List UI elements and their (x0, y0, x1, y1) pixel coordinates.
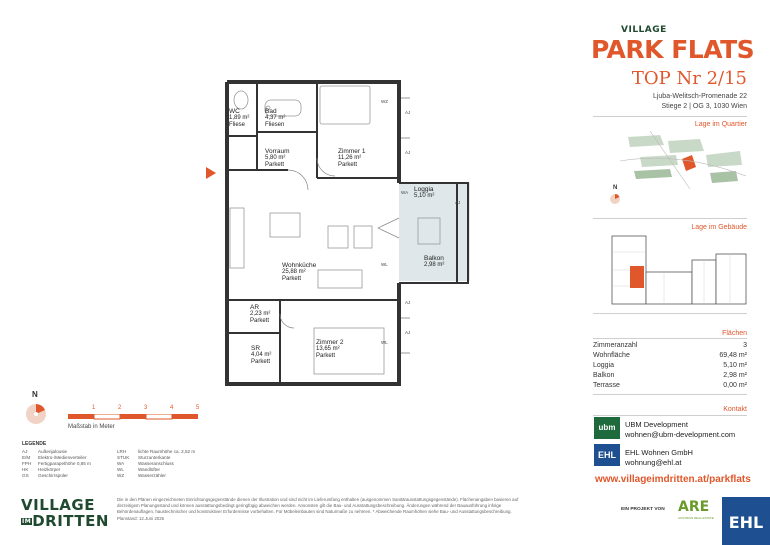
wall-tag: AJ (405, 150, 411, 155)
legend-item: GS Geschirrspüler (22, 473, 68, 478)
ehl-small-logo: EHL (594, 444, 620, 466)
address-stair: Stiege 2 | OG 3, 1030 Wien (661, 103, 747, 110)
wall-tag: AJ (405, 110, 411, 115)
building-plan-thumbnail (604, 232, 748, 308)
contact-name: EHL Wohnen GmbH (625, 448, 693, 457)
ubm-logo: ubm (594, 417, 620, 439)
contact-email[interactable]: wohnung@ehl.at (625, 458, 682, 467)
scale-bar-graphic (68, 414, 210, 420)
website-link[interactable]: www.villageimdritten.at/parkflats (595, 474, 751, 485)
divider (593, 338, 747, 339)
divider (593, 218, 747, 219)
divider (593, 116, 747, 117)
room-vorraum: Vorraum 5,80 m² Parkett (265, 148, 290, 168)
quartier-compass-icon (609, 193, 621, 205)
legend-item: WA Wasseranschluss (117, 461, 174, 466)
scale-tick: 5 (196, 405, 200, 411)
section-quartier-title: Lage im Quartier (694, 121, 747, 128)
legend-item: FPH Fertigparapethöhe 0,85 m (22, 461, 91, 466)
unit-number: TOP Nr 2/15 (631, 68, 747, 89)
compass-icon (24, 402, 48, 426)
room-loggia: Loggia 5,10 m² (414, 186, 435, 199)
legend-item: AJ Außenjalousie (22, 449, 68, 454)
scale-tick: 1 (92, 405, 96, 411)
wall-tag: WA (401, 190, 409, 195)
wall-tag: WL (381, 262, 388, 267)
village-im-dritten-logo: VILLAGE IMDRITTEN (21, 496, 109, 530)
brand-park-flats: PARK FLATS (591, 35, 755, 64)
contact-email[interactable]: wohnen@ubm-development.com (625, 430, 736, 439)
contact-name: UBM Development (625, 420, 688, 429)
brand-village: VILLAGE (621, 25, 667, 35)
section-flaechen-title: Flächen (722, 330, 747, 337)
section-kontakt-title: Kontakt (723, 406, 747, 413)
divider (593, 394, 747, 395)
legend-item: LRH lichte Raumhöhe ca. 2,52 m (117, 449, 196, 454)
room-wohnkueche: Wohnküche 25,88 m² Parkett (282, 262, 317, 282)
divider (593, 313, 747, 314)
entrance-arrow-icon (205, 166, 217, 180)
room-zimmer1: Zimmer 1 11,26 m² Parkett (338, 148, 366, 168)
address-street: Ljuba-Welitsch-Promenade 22 (652, 93, 747, 100)
legend-title: LEGENDE (22, 441, 47, 447)
are-logo-sub: AUSTRIAN REAL ESTATE (678, 516, 714, 520)
ehl-logo: EHL (722, 497, 770, 545)
scale-tick: 4 (170, 405, 174, 411)
legend-item: HK Heizkörper (22, 467, 61, 472)
wall-tag: AJ (405, 330, 411, 335)
compass-label: N (32, 390, 38, 399)
legend-item: WL Wandlüfter (117, 467, 161, 472)
legend-item: STUK Sturzunterkante (117, 455, 171, 460)
disclaimer-text: Die in den Plänen eingezeichneten Einrichtungsgegenstände dienen der Illustration und sind nicht im Lieferumfang enthalten (ausgenommen Sanitärausstattungsgegenstände). Flächenangaben basieren auf derzeitigem Planungsstand und können ausstattungsbedingt geringfügig abweichen werden. Ansonsten gilt die Bau- und Ausstattungsbeschreibung. Änderungen während der Bauausführung infolge Behördenauflagen, haustechnischer und konstruktiver Erfordernisse vorbehalten. Für Möbeleinbauten sind Naturmaße zu nehmen. * Abweichende Raumhöhen siehe Bau- und Ausstattungsbeschreibung. Planstand: 12.Juni 2025 (117, 497, 519, 521)
scale-label: Maßstab in Meter (68, 424, 115, 430)
wall-tag: WL (381, 340, 388, 345)
legend-col2 (117, 449, 195, 479)
plan-drawing (218, 78, 474, 390)
room-ar: AR 2,23 m² Parkett (250, 304, 271, 324)
quartier-compass-label: N (613, 185, 618, 191)
scale-tick: 3 (144, 405, 148, 411)
room-balkon: Balkon 2,98 m² (424, 255, 445, 268)
wall-tag: AJ (455, 200, 461, 205)
section-gebaeude-title: Lage im Gebäude (691, 224, 747, 231)
projekt-von-label: EIN PROJEKT VON (621, 507, 665, 512)
divider (593, 415, 747, 416)
room-wc: WC 1,89 m² Fliese (229, 108, 250, 128)
scale-tick: 2 (118, 405, 122, 411)
room-zimmer2: Zimmer 2 13,65 m² Parkett (316, 339, 344, 359)
legend-col1 (22, 449, 91, 479)
wall-tag: AJ (405, 300, 411, 305)
legend-item: E/M Elektro-/Medienverteiler (22, 455, 87, 460)
quartier-map (620, 131, 746, 189)
room-bad: Bad 4,37 m² Fliesen (265, 108, 286, 128)
room-sr: SR 4,04 m² Parkett (251, 345, 272, 365)
legend-item: WZ Wasserzähler (117, 473, 166, 478)
wall-tag: WZ (381, 99, 388, 104)
are-logo: ARE (678, 499, 710, 515)
